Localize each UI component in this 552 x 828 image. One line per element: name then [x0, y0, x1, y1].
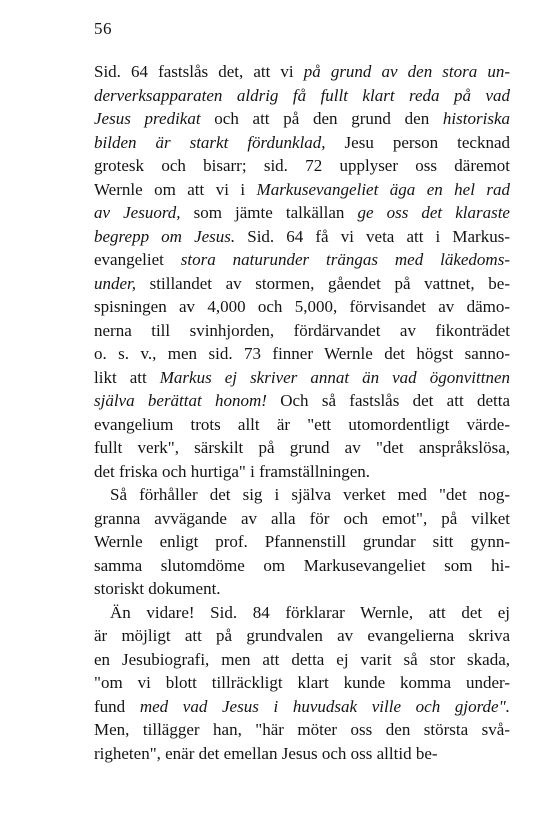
text-line — [94, 671, 510, 695]
text-line — [94, 554, 510, 578]
text-run: evangelium trots allt är "ett utomordentligt värde- — [94, 414, 510, 434]
emphasized-text: Jesus predikat — [94, 109, 201, 128]
text-run: evangeliet — [94, 250, 181, 269]
text-line — [94, 248, 510, 272]
emphasized-text: med vad Jesus i huvudsak ville och gjorde". — [139, 696, 510, 716]
text-run: det friska och hurtiga" i framställningen. — [94, 461, 371, 481]
emphasized-text: Markus ej skriver annat än vad ögonvittnen — [159, 367, 510, 387]
text-line — [94, 624, 510, 648]
text-run: nerna till svinhjorden, fördärvandet av fikonträdet — [94, 320, 510, 340]
text-run: Sid. 64 fastslås det, att vi — [94, 62, 304, 81]
emphasized-text: derverksapparaten aldrig få fullt klart reda på vad — [94, 85, 510, 105]
emphasized-text: historiska — [442, 109, 510, 128]
text-line — [94, 648, 510, 672]
body-text — [94, 60, 510, 765]
paragraph — [94, 601, 510, 766]
text-line — [94, 295, 510, 319]
text-line — [94, 131, 510, 155]
text-run: "om vi blott tillräckligt klart kunde komma under- — [94, 673, 510, 692]
text-run: stillandet av stormen, gåendet på vattnet, be- — [136, 273, 510, 293]
text-run: Så förhåller det sig i själva verket med "det nog- — [110, 485, 510, 504]
text-run: är möjligt att på grundvalen av evangelierna skriva — [94, 626, 510, 645]
text-line — [94, 507, 510, 531]
emphasized-text: ge oss det klaraste — [357, 203, 510, 222]
text-line — [94, 530, 510, 554]
text-run: Jesu person tecknad — [325, 132, 510, 152]
text-run: o. s. v., men sid. 73 finner Wernle det högst sanno- — [94, 344, 510, 363]
text-line — [94, 178, 510, 202]
text-run: Sid. 64 få vi veta att i Markus- — [235, 226, 510, 246]
text-run: som jämte talkällan — [180, 203, 358, 222]
text-line — [94, 413, 510, 437]
emphasized-text: bilden är starkt fördunklad, — [94, 132, 326, 152]
text-line — [94, 319, 510, 343]
text-line — [94, 366, 510, 390]
text-line — [94, 389, 510, 413]
text-line — [94, 201, 510, 225]
text-run: fullt verk", särskilt på grund av "det anspråkslösa, — [94, 438, 510, 457]
emphasized-text: på grund av den stora un- — [303, 62, 510, 81]
text-run: grotesk och bisarr; sid. 72 upplyser oss däremot — [94, 156, 510, 175]
text-line — [94, 60, 510, 84]
text-run: storiskt dokument. — [94, 579, 221, 598]
emphasized-text: Markusevangeliet äga en hel rad — [256, 179, 511, 199]
text-run: spisningen av 4,000 och 5,000, förvisandet av dämo- — [94, 297, 510, 316]
text-line — [94, 272, 510, 296]
text-run: fund — [94, 696, 140, 716]
text-line — [94, 742, 510, 766]
text-run: och att på den grund den — [200, 109, 443, 128]
text-run: likt att — [94, 367, 160, 387]
text-line — [94, 84, 510, 108]
emphasized-text: begrepp om Jesus. — [94, 226, 236, 246]
text-run: righeten", enär det emellan Jesus och oss alltid be- — [94, 743, 438, 763]
emphasized-text: under, — [94, 273, 137, 293]
text-run: granna avvägande av alla för och emot", på vilket — [94, 508, 510, 528]
text-line — [94, 107, 510, 131]
text-run: Och så fastslås det att detta — [266, 391, 510, 410]
text-run: samma slutomdöme om Markusevangeliet som hi- — [94, 555, 510, 575]
emphasized-text: själva berättat honom! — [94, 391, 267, 410]
text-line — [94, 718, 510, 742]
text-run: en Jesubiografi, men att detta ej varit så stor skada, — [94, 649, 510, 669]
page-number: 56 — [94, 19, 112, 38]
text-line — [94, 436, 510, 460]
text-line — [94, 225, 510, 249]
paragraph — [94, 483, 510, 601]
text-line — [94, 483, 510, 507]
text-run: Än vidare! Sid. 84 förklarar Wernle, att det ej — [110, 602, 510, 622]
paragraph — [94, 60, 510, 483]
text-run: Wernle enligt prof. Pfannenstill grundar sitt gynn- — [94, 532, 510, 551]
text-line — [94, 342, 510, 366]
text-line — [94, 460, 510, 484]
emphasized-text: stora naturunder trängas med läkedoms- — [180, 250, 510, 269]
text-line — [94, 601, 510, 625]
text-run: Wernle om att vi i — [94, 179, 257, 199]
text-line — [94, 577, 510, 601]
text-line — [94, 154, 510, 178]
text-line — [94, 695, 510, 719]
emphasized-text: av Jesuord, — [94, 203, 181, 222]
text-run: Men, tillägger han, "här möter oss den största svå- — [94, 720, 510, 739]
